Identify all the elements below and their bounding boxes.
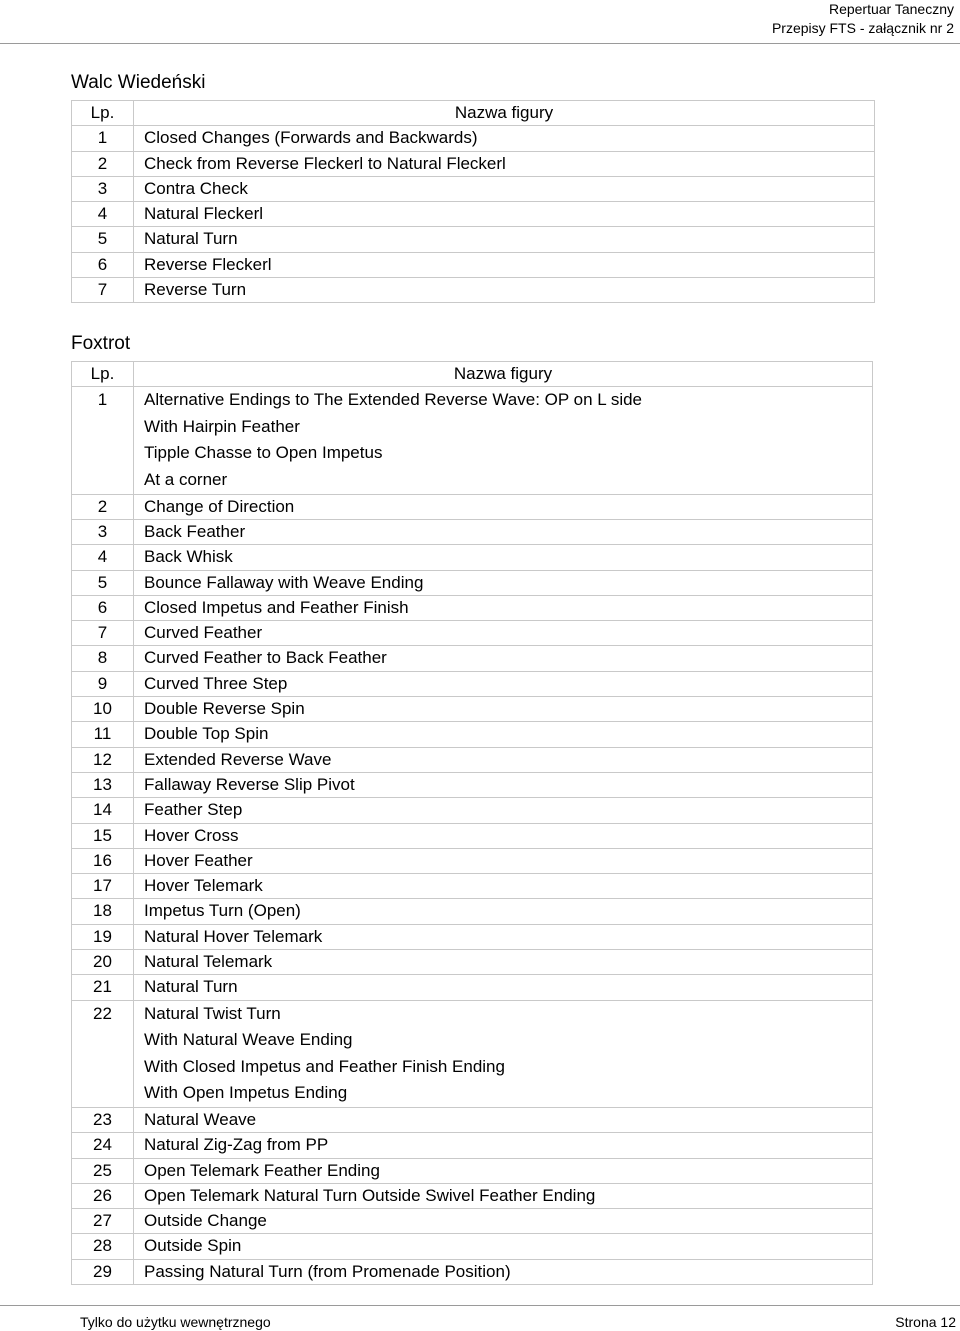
figure-name-text: Back Feather — [144, 521, 246, 541]
figure-name-text: Curved Three Step — [144, 673, 288, 693]
table-row — [72, 798, 873, 823]
figure-name — [134, 494, 873, 519]
figure-variant-text: With Closed Impetus and Feather Finish Ending — [144, 1056, 505, 1076]
column-header-name: Nazwa figury — [134, 362, 873, 387]
row-number: 10 — [72, 697, 134, 722]
row-number: 21 — [72, 975, 134, 1000]
figure-name-text: Natural Fleckerl — [144, 204, 264, 224]
figure-name — [134, 1183, 873, 1208]
table-row — [72, 1158, 873, 1183]
figure-name — [134, 671, 873, 696]
row-number: 19 — [72, 924, 134, 949]
row-number: 8 — [72, 646, 134, 671]
table-row — [72, 646, 873, 671]
table-row — [72, 202, 875, 227]
column-header-lp: Lp. — [72, 101, 134, 126]
table-row — [72, 747, 873, 772]
table-row — [72, 126, 875, 151]
figure-name-text: Natural Telemark — [144, 952, 273, 972]
figure-name-text: Natural Turn — [144, 229, 238, 249]
table-row — [72, 874, 873, 899]
row-number: 5 — [72, 570, 134, 595]
figure-name-text: Feather Step — [144, 800, 243, 820]
table-row — [72, 1183, 873, 1208]
figure-name — [134, 697, 873, 722]
figure-variant-text: At a corner — [144, 470, 228, 490]
figure-name-text: Hover Cross — [144, 825, 239, 845]
table-row — [72, 278, 875, 303]
figure-name-text: Reverse Fleckerl — [144, 254, 272, 274]
row-number: 27 — [72, 1209, 134, 1234]
section-title-foxtrot: Foxtrot — [71, 333, 131, 354]
figure-name-text: Outside Change — [144, 1211, 267, 1231]
figure-name — [134, 278, 875, 303]
figure-name — [134, 1000, 873, 1107]
figure-name-text: Double Reverse Spin — [144, 699, 305, 719]
figure-name — [134, 252, 875, 277]
table-row — [72, 595, 873, 620]
table-header-row — [72, 362, 873, 387]
figure-name-text: Natural Turn — [144, 977, 238, 997]
figure-name-text: Natural Hover Telemark — [144, 926, 323, 946]
figure-name-text: Check from Reverse Fleckerl to Natural Fleckerl — [144, 153, 506, 173]
figure-name — [134, 823, 873, 848]
figure-name-text: Back Whisk — [144, 547, 233, 567]
table-row — [72, 848, 873, 873]
column-header-lp: Lp. — [72, 362, 134, 387]
row-number: 26 — [72, 1183, 134, 1208]
figure-name — [134, 545, 873, 570]
figure-name-text: Fallaway Reverse Slip Pivot — [144, 774, 355, 794]
row-number: 13 — [72, 772, 134, 797]
row-number: 7 — [72, 278, 134, 303]
figure-name — [134, 975, 873, 1000]
figure-name — [134, 1234, 873, 1259]
figure-name-text: Curved Feather — [144, 623, 263, 643]
figure-name-text: Closed Impetus and Feather Finish — [144, 597, 409, 617]
table-row — [72, 494, 873, 519]
table-row — [72, 975, 873, 1000]
row-number: 23 — [72, 1107, 134, 1132]
table-row — [72, 545, 873, 570]
table-row — [72, 950, 873, 975]
table-header-row — [72, 101, 875, 126]
row-number: 15 — [72, 823, 134, 848]
figure-name — [134, 874, 873, 899]
row-number: 22 — [72, 1000, 134, 1107]
row-number: 6 — [72, 252, 134, 277]
row-number: 25 — [72, 1158, 134, 1183]
figure-name — [134, 747, 873, 772]
table-row — [72, 570, 873, 595]
figure-name — [134, 1133, 873, 1158]
figure-name — [134, 176, 875, 201]
table-row — [72, 899, 873, 924]
figure-name — [134, 621, 873, 646]
row-number: 14 — [72, 798, 134, 823]
figure-variant-text: Tipple Chasse to Open Impetus — [144, 443, 383, 463]
figure-name — [134, 151, 875, 176]
figure-name — [134, 126, 875, 151]
figure-name — [134, 202, 875, 227]
figure-variant-text: With Hairpin Feather — [144, 416, 300, 436]
table-row — [72, 722, 873, 747]
table-row — [72, 1234, 873, 1259]
figure-name-text: Hover Telemark — [144, 876, 263, 896]
table-row — [72, 176, 875, 201]
figure-name — [134, 924, 873, 949]
figure-name — [134, 798, 873, 823]
table-row — [72, 1000, 873, 1107]
figure-name — [134, 1107, 873, 1132]
table-row — [72, 252, 875, 277]
figure-name — [134, 1259, 873, 1284]
figure-name-text: Hover Feather — [144, 850, 253, 870]
row-number: 1 — [72, 387, 134, 494]
figure-name-text: Contra Check — [144, 178, 248, 198]
row-number: 24 — [72, 1133, 134, 1158]
figure-name — [134, 899, 873, 924]
row-number: 17 — [72, 874, 134, 899]
figure-name-text: Open Telemark Natural Turn Outside Swivel Feather Ending — [144, 1185, 596, 1205]
table-row — [72, 1133, 873, 1158]
figure-name — [134, 722, 873, 747]
row-number: 3 — [72, 176, 134, 201]
table-row — [72, 1209, 873, 1234]
section-title-walc: Walc Wiedeński — [71, 72, 206, 93]
walc-figures-table — [71, 100, 875, 303]
row-number: 29 — [72, 1259, 134, 1284]
foxtrot-figures-table — [71, 361, 873, 1285]
figure-variant-text: With Open Impetus Ending — [144, 1083, 348, 1103]
table-row — [72, 387, 873, 494]
figure-name-text: Extended Reverse Wave — [144, 749, 332, 769]
table-row — [72, 823, 873, 848]
figure-name — [134, 1209, 873, 1234]
figure-name-text: Natural Twist Turn — [144, 1003, 281, 1023]
figure-name-text: Closed Changes (Forwards and Backwards) — [144, 128, 478, 148]
figure-name-text: Natural Zig-Zag from PP — [144, 1135, 329, 1155]
table-row — [72, 227, 875, 252]
row-number: 16 — [72, 848, 134, 873]
figure-name — [134, 227, 875, 252]
row-number: 4 — [72, 202, 134, 227]
figure-name — [134, 387, 873, 494]
figure-name-text: Reverse Turn — [144, 280, 247, 300]
figure-name — [134, 519, 873, 544]
figure-name-text: Curved Feather to Back Feather — [144, 648, 387, 668]
figure-name — [134, 772, 873, 797]
header-divider — [0, 43, 960, 44]
table-row — [72, 697, 873, 722]
page-header — [772, 0, 954, 38]
table-row — [72, 671, 873, 696]
footer-note: Tylko do użytku wewnętrznego — [80, 1314, 271, 1330]
table-row — [72, 924, 873, 949]
row-number: 5 — [72, 227, 134, 252]
row-number: 20 — [72, 950, 134, 975]
row-number: 6 — [72, 595, 134, 620]
figure-name — [134, 848, 873, 873]
figure-name-text: Double Top Spin — [144, 724, 269, 744]
table-row — [72, 621, 873, 646]
figure-name — [134, 646, 873, 671]
table-row — [72, 1259, 873, 1284]
figure-name-text: Change of Direction — [144, 496, 295, 516]
header-subtitle: Przepisy FTS - załącznik nr 2 — [771, 20, 954, 36]
figure-name-text: Passing Natural Turn (from Promenade Position) — [144, 1261, 511, 1281]
row-number: 18 — [72, 899, 134, 924]
column-header-name: Nazwa figury — [134, 101, 875, 126]
row-number: 1 — [72, 126, 134, 151]
row-number: 12 — [72, 747, 134, 772]
table-row — [72, 772, 873, 797]
figure-name-text: Alternative Endings to The Extended Reverse Wave: OP on L side — [144, 390, 643, 410]
figure-name-text: Bounce Fallaway with Weave Ending — [144, 572, 424, 592]
footer-divider — [0, 1305, 960, 1306]
figure-name-text: Impetus Turn (Open) — [144, 901, 301, 921]
row-number: 2 — [72, 151, 134, 176]
table-row — [72, 1107, 873, 1132]
figure-name-text: Outside Spin — [144, 1236, 242, 1256]
header-title: Repertuar Taneczny — [828, 1, 954, 17]
figure-name-text: Open Telemark Feather Ending — [144, 1160, 380, 1180]
row-number: 2 — [72, 494, 134, 519]
table-row — [72, 151, 875, 176]
row-number: 28 — [72, 1234, 134, 1259]
row-number: 3 — [72, 519, 134, 544]
figure-variant-text: With Natural Weave Ending — [144, 1030, 353, 1050]
row-number: 4 — [72, 545, 134, 570]
page-number: Strona 12 — [895, 1314, 956, 1330]
row-number: 7 — [72, 621, 134, 646]
figure-name — [134, 570, 873, 595]
row-number: 11 — [72, 722, 134, 747]
row-number: 9 — [72, 671, 134, 696]
figure-name — [134, 595, 873, 620]
table-row — [72, 519, 873, 544]
figure-name-text: Natural Weave — [144, 1109, 257, 1129]
figure-name — [134, 1158, 873, 1183]
figure-name — [134, 950, 873, 975]
